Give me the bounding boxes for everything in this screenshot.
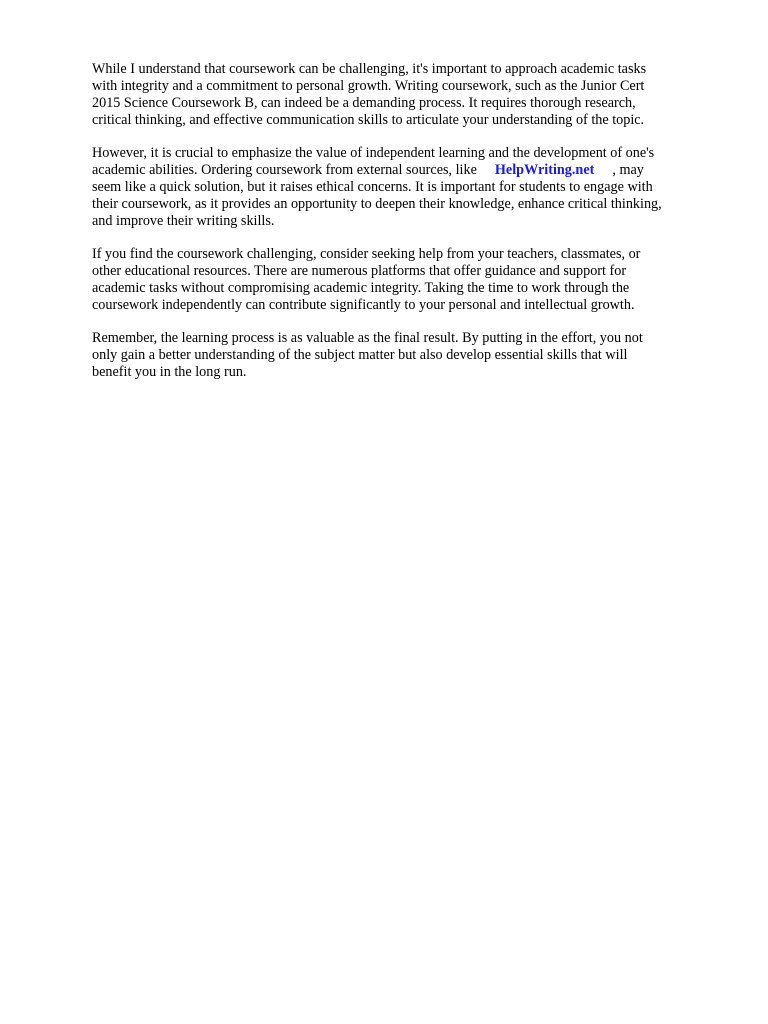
document-page [92, 61, 722, 397]
paragraph-3 [92, 246, 722, 314]
text-line: with integrity and a commitment to personal growth. Writing coursework, such as the Junior Cert [92, 78, 645, 94]
text-line: only gain a better understanding of the subject matter but also develop essential skills that will [92, 347, 628, 363]
text-line: Remember, the learning process is as valuable as the final result. By putting in the effort, you not [92, 330, 643, 346]
text-line: coursework independently can contribute significantly to your personal and intellectual growth. [92, 297, 635, 313]
text-line: academic tasks without compromising academic integrity. Taking the time to work through the [92, 280, 630, 296]
text-line: While I understand that coursework can be challenging, it's important to approach academic tasks [92, 61, 647, 77]
helpwriting-link[interactable]: HelpWriting.net [494, 162, 595, 178]
text-line: and improve their writing skills. [92, 213, 275, 229]
text-line: 2015 Science Coursework B, can indeed be a demanding process. It requires thorough research, [92, 95, 636, 111]
text-line: other educational resources. There are numerous platforms that offer guidance and support for [92, 263, 627, 279]
text-line: their coursework, as it provides an opportunity to deepen their knowledge, enhance critical thinking, [92, 196, 662, 212]
text-line-with-link [92, 162, 722, 179]
text-before-link: academic abilities. Ordering coursework from external sources, like [92, 162, 477, 178]
text-line: If you find the coursework challenging, consider seeking help from your teachers, classmates, or [92, 246, 641, 262]
paragraph-1 [92, 61, 722, 129]
text-line: seem like a quick solution, but it raises ethical concerns. It is important for students to engage with [92, 179, 653, 195]
paragraph-2 [92, 145, 722, 230]
text-line: However, it is crucial to emphasize the value of independent learning and the development of one's [92, 145, 655, 161]
text-line: benefit you in the long run. [92, 364, 247, 380]
text-after-link: , may [612, 162, 644, 178]
paragraph-4 [92, 330, 722, 381]
text-line: critical thinking, and effective communication skills to articulate your understanding of the topic. [92, 112, 645, 128]
